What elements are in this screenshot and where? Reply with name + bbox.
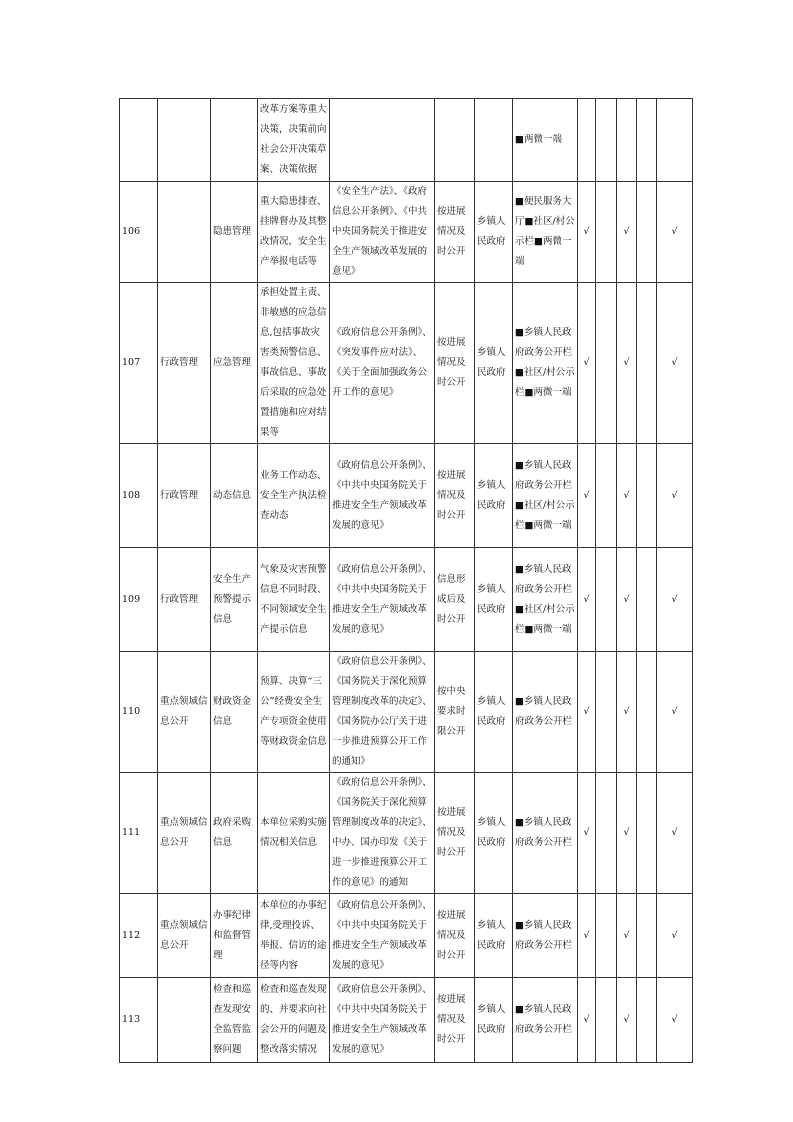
check-cell (596, 548, 617, 652)
row-number: 107 (120, 283, 158, 444)
subject-cell: 乡镇人民政府 (475, 773, 513, 894)
table-row (120, 978, 693, 1063)
row-number: 112 (120, 894, 158, 978)
table-row (120, 548, 693, 652)
check-cell (596, 444, 617, 548)
check-cell (596, 978, 617, 1063)
category-cell: 行政管理 (158, 444, 211, 548)
basis-cell: 《政府信息公开条例》、《中共中央国务院关于推进安全生产领域改革发展的意见》 (330, 444, 435, 548)
table-row (120, 283, 693, 444)
time-limit-cell: 按进展情况及时公开 (435, 182, 475, 283)
check-cell: √ (617, 652, 637, 773)
subject-cell: 乡镇人民政府 (475, 283, 513, 444)
basis-cell (330, 99, 435, 182)
subcategory-cell (211, 99, 258, 182)
check-cell (596, 894, 617, 978)
check-cell: √ (617, 978, 637, 1063)
check-cell: √ (578, 652, 596, 773)
subcategory-cell: 安全生产预警提示信息 (211, 548, 258, 652)
category-cell: 重点领域信息公开 (158, 652, 211, 773)
check-cell (637, 773, 657, 894)
channel-cell: ■乡镇人民政府政务公开栏 (513, 773, 578, 894)
channel-cell: ■乡镇人民政府政务公开栏 (513, 978, 578, 1063)
check-cell: √ (657, 773, 693, 894)
content-cell: 检查和巡查发现的、并要求向社会公开的问题及整改落实情况 (258, 978, 330, 1063)
channel-cell: ■两微一端 (513, 99, 578, 182)
check-cell (578, 99, 596, 182)
row-number (120, 99, 158, 182)
check-cell: √ (657, 283, 693, 444)
check-cell: √ (617, 894, 637, 978)
basis-cell: 《政府信息公开条例》、《中共中央国务院关于推进安全生产领域改革发展的意见》 (330, 894, 435, 978)
basis-cell: 《政府信息公开条例》、《国务院关于深化预算管理制度改革的决定》、《国务院办公厅关于进一步推进预算公开工作的通知》 (330, 652, 435, 773)
content-cell: 业务工作动态、安全生产执法检查动态 (258, 444, 330, 548)
time-limit-cell: 按进展情况及时公开 (435, 283, 475, 444)
content-cell: 承担处置主责、非敏感的应急信息,包括事故灾害类预警信息、事故信息、事故后采取的应急处置措施和应对结果等 (258, 283, 330, 444)
check-cell (657, 99, 693, 182)
basis-cell: 《政府信息公开条例》、《突发事件应对法》、《关于全面加强政务公开工作的意见》 (330, 283, 435, 444)
subcategory-cell: 办事纪律和监督管理 (211, 894, 258, 978)
category-cell (158, 978, 211, 1063)
check-cell (637, 978, 657, 1063)
check-cell: √ (657, 894, 693, 978)
check-cell: √ (657, 548, 693, 652)
check-cell (596, 182, 617, 283)
row-number: 110 (120, 652, 158, 773)
table-row (120, 99, 693, 182)
subject-cell (475, 99, 513, 182)
check-cell (637, 99, 657, 182)
channel-cell: ■乡镇人民政府政务公开栏■社区/村公示栏■两微一端 (513, 548, 578, 652)
table-body (120, 99, 693, 1063)
category-cell: 行政管理 (158, 548, 211, 652)
time-limit-cell: 信息形成后及时公开 (435, 548, 475, 652)
subcategory-cell: 应急管理 (211, 283, 258, 444)
check-cell: √ (657, 182, 693, 283)
content-cell: 重大隐患排查、挂牌督办及其整改情况，安全生产举报电话等 (258, 182, 330, 283)
channel-cell: ■乡镇人民政府政务公开栏■社区/村公示栏■两微一端 (513, 444, 578, 548)
check-cell (596, 773, 617, 894)
check-cell (596, 99, 617, 182)
disclosure-table (119, 98, 693, 1063)
subcategory-cell: 动态信息 (211, 444, 258, 548)
content-cell: 气象及灾害预警信息不同时段、不同领域安全生产提示信息 (258, 548, 330, 652)
category-cell: 行政管理 (158, 283, 211, 444)
content-cell: 预算、决算“三公”经费安全生产专项资金使用等财政资金信息 (258, 652, 330, 773)
category-cell (158, 182, 211, 283)
check-cell (617, 99, 637, 182)
subcategory-cell: 政府采购信息 (211, 773, 258, 894)
subject-cell: 乡镇人民政府 (475, 894, 513, 978)
check-cell: √ (578, 894, 596, 978)
check-cell: √ (617, 773, 637, 894)
table-row (120, 182, 693, 283)
subcategory-cell: 隐患管理 (211, 182, 258, 283)
check-cell: √ (578, 773, 596, 894)
check-cell: √ (578, 444, 596, 548)
check-cell: √ (657, 444, 693, 548)
subject-cell: 乡镇人民政府 (475, 548, 513, 652)
subject-cell: 乡镇人民政府 (475, 182, 513, 283)
time-limit-cell: 按进展情况及时公开 (435, 444, 475, 548)
content-cell: 本单位采购实施情况相关信息 (258, 773, 330, 894)
check-cell: √ (578, 548, 596, 652)
basis-cell: 《政府信息公开条例》、《中共中央国务院关于推进安全生产领域改革发展的意见》 (330, 548, 435, 652)
subject-cell: 乡镇人民政府 (475, 444, 513, 548)
subcategory-cell: 财政资金信息 (211, 652, 258, 773)
table-row (120, 773, 693, 894)
row-number: 109 (120, 548, 158, 652)
basis-cell: 《安全生产法》、《政府信息公开条例》、《中共中央国务院关于推进安全生产领域改革发展的意见》 (330, 182, 435, 283)
category-cell: 重点领域信息公开 (158, 894, 211, 978)
category-cell (158, 99, 211, 182)
check-cell: √ (578, 182, 596, 283)
row-number: 111 (120, 773, 158, 894)
check-cell: √ (617, 283, 637, 444)
basis-cell: 《政府信息公开条例》、《国务院关于深化预算管理制度改革的决定》、中办、国办印发《关于进一步推进预算公开工作的意见》的通知 (330, 773, 435, 894)
time-limit-cell: 按进展情况及时公开 (435, 894, 475, 978)
check-cell: √ (578, 978, 596, 1063)
content-cell: 本单位的办事纪律,受理投诉、举报、信访的途径等内容 (258, 894, 330, 978)
time-limit-cell: 按进展情况及时公开 (435, 773, 475, 894)
check-cell: √ (578, 283, 596, 444)
table-row (120, 894, 693, 978)
subject-cell: 乡镇人民政府 (475, 978, 513, 1063)
channel-cell: ■便民服务大厅■社区/村公示栏■两微一端 (513, 182, 578, 283)
basis-cell: 《政府信息公开条例》、《中共中央国务院关于推进安全生产领域改革发展的意见》 (330, 978, 435, 1063)
check-cell: √ (617, 444, 637, 548)
channel-cell: ■乡镇人民政府政务公开栏 (513, 894, 578, 978)
check-cell (637, 548, 657, 652)
time-limit-cell (435, 99, 475, 182)
time-limit-cell: 按进展情况及时公开 (435, 978, 475, 1063)
row-number: 106 (120, 182, 158, 283)
check-cell (637, 444, 657, 548)
check-cell: √ (657, 652, 693, 773)
row-number: 108 (120, 444, 158, 548)
check-cell (637, 894, 657, 978)
check-cell: √ (617, 548, 637, 652)
channel-cell: ■乡镇人民政府政务公开栏■社区/村公示栏■两微一端 (513, 283, 578, 444)
category-cell: 重点领域信息公开 (158, 773, 211, 894)
check-cell (596, 652, 617, 773)
row-number: 113 (120, 978, 158, 1063)
check-cell: √ (657, 978, 693, 1063)
time-limit-cell: 按中央要求时限公开 (435, 652, 475, 773)
check-cell (637, 652, 657, 773)
subject-cell: 乡镇人民政府 (475, 652, 513, 773)
check-cell (637, 182, 657, 283)
table-row (120, 652, 693, 773)
check-cell (637, 283, 657, 444)
table-row (120, 444, 693, 548)
check-cell: √ (617, 182, 637, 283)
subcategory-cell: 检查和巡查发现安全监管监察问题 (211, 978, 258, 1063)
check-cell (596, 283, 617, 444)
content-cell: 改革方案等重大决策，决策前向社会公开决策草案、决策依据 (258, 99, 330, 182)
channel-cell: ■乡镇人民政府政务公开栏 (513, 652, 578, 773)
